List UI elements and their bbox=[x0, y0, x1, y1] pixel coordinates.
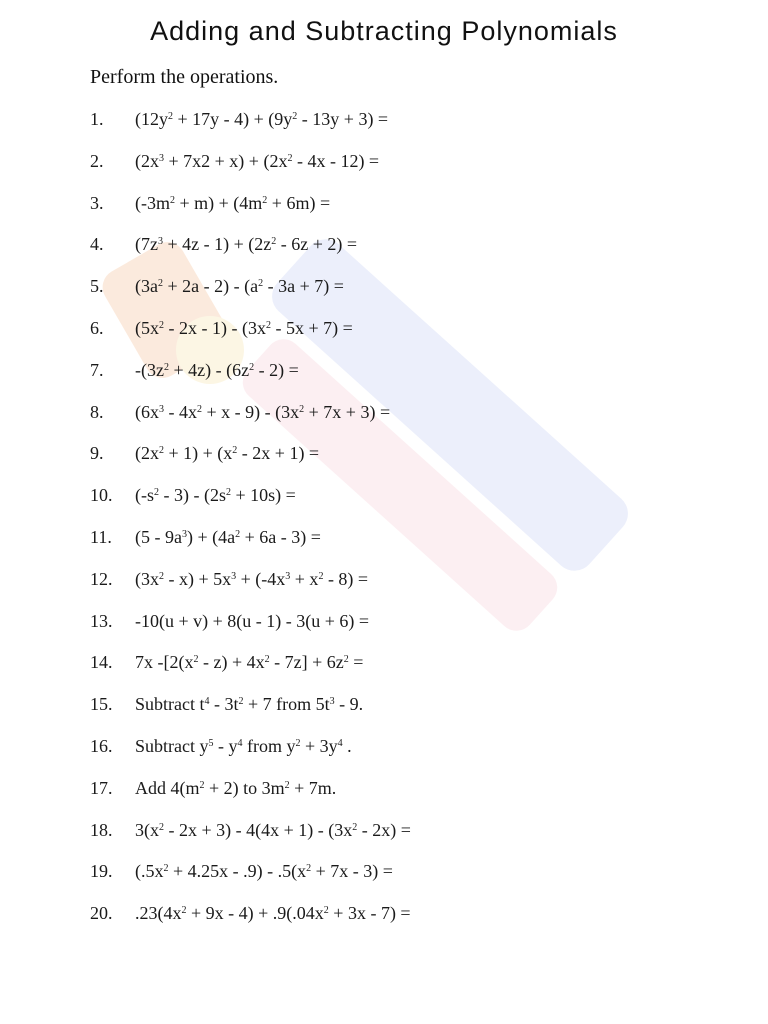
problem-item bbox=[0, 731, 768, 761]
problem-expression: $(12y^2 + 17y - 4) + (9y^2 - 13y + 3)$ = bbox=[135, 109, 389, 129]
problem-number: 10. bbox=[90, 485, 113, 506]
problem-number: 13. bbox=[90, 610, 113, 631]
problem-number: 14. bbox=[90, 652, 113, 673]
problem-number: 15. bbox=[90, 694, 113, 715]
problem-item bbox=[0, 815, 768, 845]
problem-number: 16. bbox=[90, 736, 113, 756]
problem-item bbox=[0, 104, 768, 134]
problem-expression: $(2x^3 + 7x2 + x) + (2x^2 - 4x - 12)$ = bbox=[135, 150, 380, 171]
problem-expression: Add $4(m^2 + 2)$ to $3m^2 + 7m$. bbox=[135, 777, 337, 798]
problem-expression: $(.5x^2 + 4.25x - .9) - .5(x^2 + 7x - 3)$ = bbox=[135, 861, 393, 882]
problem-expression: $(2x^2 + 1) + (x^2 - 2x + 1)$ = bbox=[135, 443, 320, 464]
problem-item bbox=[0, 480, 768, 510]
problem-item bbox=[0, 689, 768, 719]
problem-item bbox=[0, 522, 768, 552]
problem-expression: $(5 - 9a^3) + (4a^2 + 6a - 3)$ = bbox=[135, 527, 321, 547]
problem-item bbox=[0, 773, 768, 803]
problem-item bbox=[0, 564, 768, 594]
problem-number: 9. bbox=[90, 443, 104, 464]
problem-number: 6. bbox=[90, 318, 104, 338]
problem-number: 2. bbox=[90, 150, 104, 171]
problem-expression: $-(3z^2 + 4z) - (6z^2 - 2)$ = bbox=[135, 359, 299, 380]
problem-number: 8. bbox=[90, 401, 104, 422]
problem-expression: $(7z^3 + 4z - 1) + (2z^2 - 6z + 2)$ = bbox=[135, 234, 358, 255]
problem-number: 1. bbox=[90, 109, 104, 129]
problem-expression: 7x $-[2(x^2 - z) + 4x^2 - 7z] + 6z^2$ = bbox=[135, 652, 364, 673]
problem-number: 20. bbox=[90, 903, 113, 924]
problem-item bbox=[0, 188, 768, 218]
problem-item bbox=[0, 355, 768, 385]
problem-item bbox=[0, 313, 768, 343]
problem-expression: $(-s^2 - 3) - (2s^2 + 10s)$ = bbox=[135, 485, 296, 506]
problem-item bbox=[0, 898, 768, 928]
problem-item bbox=[0, 146, 768, 176]
problem-number: 12. bbox=[90, 568, 113, 589]
problem-number: 19. bbox=[90, 861, 113, 882]
problem-item bbox=[0, 271, 768, 301]
problem-expression: $3(x^2 - 2x + 3) - 4(4x + 1) - (3x^2 - 2x)$ = bbox=[135, 819, 411, 840]
problem-expression: $(3x^2 - x) + 5x^3 + (-4x^3 + x^2 - 8)$ = bbox=[135, 568, 369, 589]
problem-number: 17. bbox=[90, 777, 113, 798]
worksheet-title: Adding and Subtracting Polynomials bbox=[150, 16, 618, 46]
problem-number: 7. bbox=[90, 359, 104, 380]
problem-number: 11. bbox=[90, 527, 112, 547]
problem-item bbox=[0, 438, 768, 468]
problem-item bbox=[0, 647, 768, 677]
problem-expression: $(3a^2 + 2a - 2) - (a^2 - 3a + 7)$ = bbox=[135, 276, 344, 297]
instructions: Perform the operations. bbox=[90, 66, 279, 88]
problem-item bbox=[0, 229, 768, 259]
problem-expression: Subtract $t^4 - 3t^2 + 7$ from $5t^3 - 9$. bbox=[135, 694, 364, 715]
problem-expression: -10(u + v) + 8(u - 1) - 3(u + 6) = bbox=[135, 610, 370, 631]
problem-item bbox=[0, 397, 768, 427]
problem-expression: $(5x^2 - 2x - 1) - (3x^2 - 5x + 7)$ = bbox=[135, 318, 353, 338]
problem-item bbox=[0, 606, 768, 636]
problem-number: 18. bbox=[90, 819, 113, 840]
problem-expression: $(6x^3 - 4x^2 + x - 9) - (3x^2 + 7x + 3)$ = bbox=[135, 401, 391, 422]
problem-number: 4. bbox=[90, 234, 104, 255]
problem-number: 3. bbox=[90, 192, 104, 213]
problem-expression: $(-3m^2 + m) + (4m^2 + 6m)$ = bbox=[135, 192, 331, 213]
problem-item bbox=[0, 856, 768, 886]
problem-expression: $.23(4x^2 + 9x - 4) + .9(.04x^2 + 3x - 7)$ = bbox=[135, 903, 411, 924]
problem-number: 5. bbox=[90, 276, 104, 297]
problem-expression: Subtract $y^5 - y^4$ from $y^2 + 3y^4$ . bbox=[135, 736, 352, 756]
